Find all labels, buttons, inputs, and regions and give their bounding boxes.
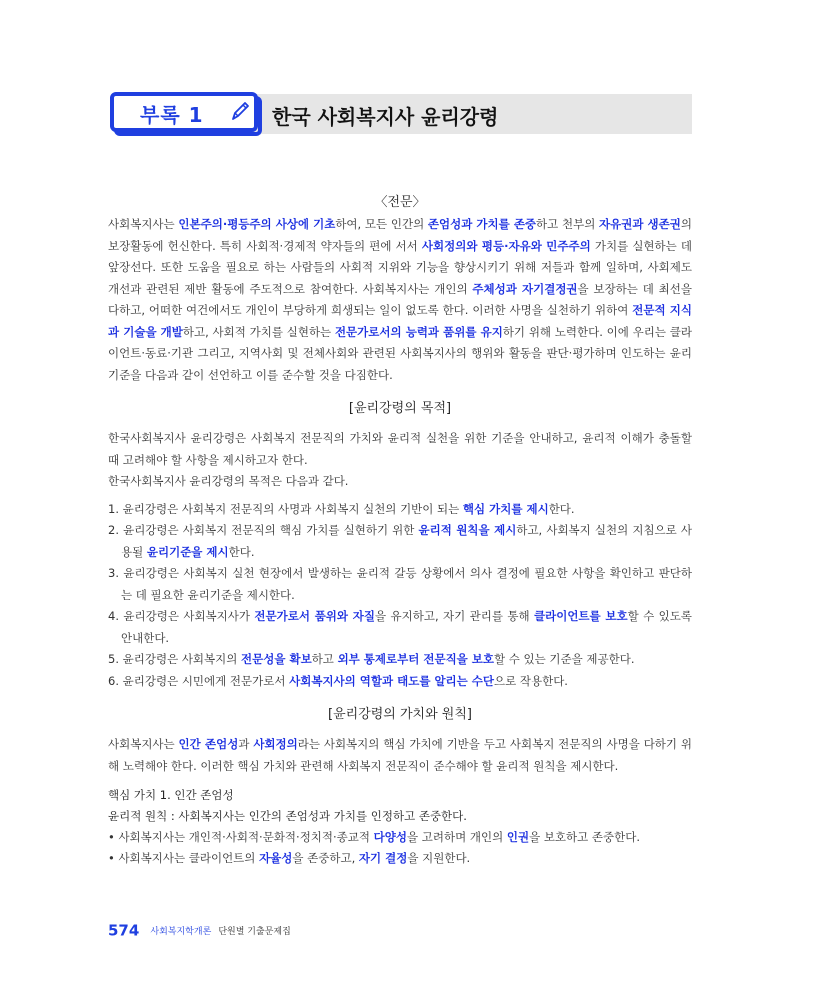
list-item (108, 848, 692, 869)
highlighted-text: 전문성을 확보 (241, 652, 312, 666)
text-segment: 할 수 있도록 안내한다. (121, 609, 692, 645)
highlighted-text: 주체성과 자기결정권 (472, 281, 578, 296)
highlighted-text: 자기 결정 (358, 851, 408, 865)
highlighted-text: 사회복지사의 역할과 태도를 알리는 수단 (289, 673, 494, 688)
text-segment: 을 보장하는 데 최선을 다하고, 어떠한 여건에서도 개인이 부당하게 희생되는 일이 없도록 한다. 이러한 사명을 실천하기 위하여 (108, 281, 692, 317)
page-footer (108, 920, 291, 940)
highlighted-text: 윤리적 원칙을 제시 (418, 523, 517, 537)
text-segment: 2. 윤리강령은 사회복지 전문직의 핵심 가치를 실현하기 위한 (108, 523, 419, 537)
list-item (108, 671, 692, 693)
pencil-icon (230, 100, 250, 126)
text-segment: 으로 작용한다. (494, 673, 568, 688)
text-segment: 하여, 모든 인간의 (335, 217, 428, 231)
appendix-header (110, 92, 692, 136)
highlighted-text: 클라이언트를 보호 (534, 609, 628, 623)
highlighted-text: 다양성 (373, 830, 407, 844)
text-segment: • 사회복지사는 클라이언트의 (108, 851, 260, 865)
text-segment: 사회복지사는 (108, 217, 179, 231)
purpose-intro-2: 한국사회복지사 윤리강령의 목적은 다음과 같다. (108, 474, 349, 488)
text-segment: 하고, 사회적 가치를 실현하는 (182, 324, 335, 339)
text-segment: 한다. (228, 544, 255, 559)
text-segment: 하기 위해 노력한다. 이에 우리는 클라이언트·동료·기관 그리고, 지역사회 및 전체사회와 관련된 사회복지사의 행위와 활동을 판단·평가하며 인도하는 윤리기준을 다음과 같이 선언하고 이를 준수할 것을 다짐한다. (108, 324, 692, 382)
text-segment: 6. 윤리강령은 시민에게 전문가로서 (108, 673, 290, 688)
highlighted-text: 사회정의와 평등·자유와 민주주의 (421, 238, 591, 253)
highlighted-text: 외부 통제로부터 전문직을 보호 (337, 652, 495, 666)
values-title: [윤리강령의 가치와 원칙] (328, 707, 472, 722)
text-segment: 가치를 실현하는 데 앞장선다. 또한 도움을 필요로 하는 사람들의 사회적 지위와 기능을 향상시키기 위해 저들과 함께 일하며, 사회제도 개선과 관련된 제반 활동에 주도적으로 참여한다. 사회복지사는 개인의 (108, 238, 692, 296)
highlighted-text: 인권 (506, 830, 530, 844)
text-segment: 을 유지하고, 자기 관리를 통해 (375, 609, 534, 623)
appendix-label: 부록 1 (140, 103, 204, 127)
text-segment: 하고 (311, 652, 338, 666)
text-segment: 하고 천부의 (536, 217, 600, 231)
highlighted-text: 전문가로서의 능력과 품위를 유지 (334, 324, 503, 339)
purpose-intro: 한국사회복지사 윤리강령은 사회복지 전문직의 가치와 윤리적 실천을 위한 기준을 안내하고, 윤리적 이해가 충돌할 때 고려해야 할 사항을 제시하고자 한다. (108, 431, 692, 467)
highlighted-text: 인본주의·평등주의 사상에 기초 (178, 217, 336, 231)
list-item (108, 563, 692, 606)
purpose-list (108, 499, 692, 693)
text-segment: 한다. (548, 501, 575, 516)
highlighted-text: 인간 존엄성 (178, 737, 239, 751)
page-title: 한국 사회복지사 윤리강령 (272, 105, 499, 129)
core-value-bullets (108, 827, 692, 869)
text-segment: 라는 사회복지의 핵심 가치에 기반을 두고 사회복지 전문직의 사명을 다하기 위해 노력해야 한다. 이러한 핵심 가치와 관련해 사회복지 전문직이 준수해야 할 윤리적 원칙을 제시한다. (108, 737, 693, 773)
highlighted-text: 핵심 가치를 제시 (462, 501, 549, 516)
core-value-principle: 윤리적 원칙 : 사회복지사는 인간의 존엄성과 가치를 인정하고 존중한다. (108, 809, 467, 823)
text-segment: 할 수 있는 기준을 제공한다. (494, 652, 635, 666)
text-segment: 을 지원한다. (407, 851, 471, 865)
text-segment: • 사회복지사는 개인적·사회적·문화적·정치적·종교적 (108, 830, 374, 844)
highlighted-text: 전문적 지식과 기술을 개발 (108, 303, 692, 339)
text-segment: 을 보호하고 존중한다. (529, 830, 641, 844)
highlighted-text: 사회정의 (253, 737, 298, 751)
list-item (108, 520, 692, 563)
text-segment: 하고, 사회복지 실천의 지침으로 사용될 (121, 523, 692, 559)
book-subtitle: 단원별 기출문제집 (218, 927, 291, 937)
text-segment: 4. 윤리강령은 사회복지사가 (108, 609, 255, 623)
text-segment: 을 존중하고, (292, 851, 359, 865)
core-value-block (108, 785, 692, 869)
text-segment: 5. 윤리강령은 사회복지의 (108, 652, 242, 666)
text-segment: 의 보장활동에 헌신한다. 특히 사회적·경제적 약자들의 편에 서서 (108, 217, 692, 253)
text-segment: 3. 윤리강령은 사회복지 실천 현장에서 발생하는 윤리적 갈등 상황에서 의사 결정에 필요한 사항을 확인하고 판단하는 데 필요한 윤리기준을 제시한다. (108, 566, 692, 602)
highlighted-text: 존엄성과 가치를 존중 (427, 217, 537, 231)
highlighted-text: 자유권과 생존권 (599, 217, 681, 231)
highlighted-text: 자율성 (259, 851, 293, 865)
book-title: 사회복지학개론 (150, 927, 212, 937)
list-item (108, 606, 692, 649)
text-segment: 사회복지사는 (108, 737, 179, 751)
document-body (108, 192, 692, 869)
purpose-title: [윤리강령의 목적] (348, 401, 452, 416)
text-segment: 을 고려하며 개인의 (407, 830, 507, 844)
list-item (108, 499, 692, 521)
highlighted-text: 전문가로서 품위와 자질 (254, 609, 375, 623)
core-value-title: 핵심 가치 1. 인간 존엄성 (108, 788, 234, 802)
text-segment: 과 (238, 737, 254, 751)
preamble-paragraph (108, 214, 692, 386)
highlighted-text: 윤리기준을 제시 (146, 544, 229, 559)
preamble-title: 〈전문〉 (374, 195, 426, 210)
text-segment: 1. 윤리강령은 사회복지 전문직의 사명과 사회복지 실천의 기반이 되는 (108, 501, 463, 516)
list-item (108, 827, 692, 848)
list-item (108, 649, 692, 671)
page-number: 574 (108, 921, 140, 940)
values-paragraph (108, 734, 692, 777)
